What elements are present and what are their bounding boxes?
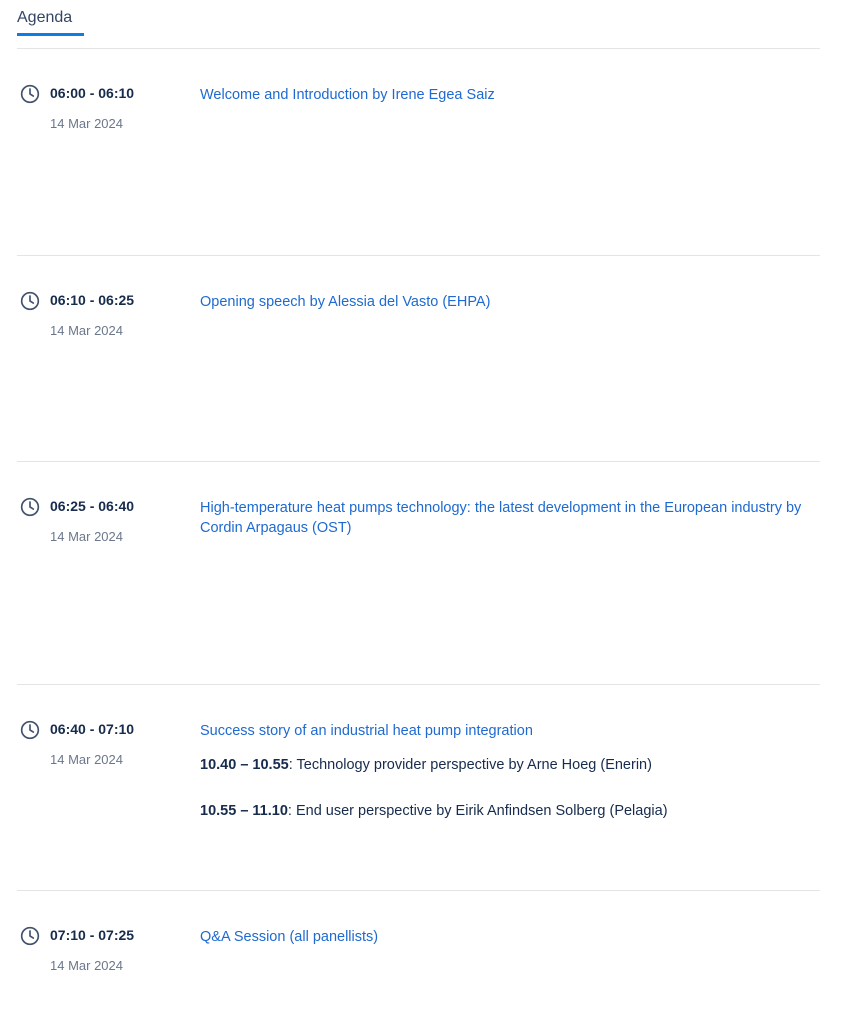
agenda-item-meta: [17, 926, 200, 1027]
agenda-item-body: [200, 497, 820, 684]
agenda-item-time: 06:25 - 06:40: [50, 498, 135, 514]
agenda-item-time: 06:00 - 06:10: [50, 85, 135, 101]
agenda-item: [17, 461, 820, 684]
agenda-item-details: [200, 755, 820, 821]
agenda-item-body: [200, 291, 820, 461]
agenda-item-when: [50, 926, 134, 973]
agenda-item-date: 14 Mar 2024: [50, 958, 123, 973]
agenda-item-when: [50, 291, 134, 338]
agenda-item-time: 06:10 - 06:25: [50, 292, 135, 308]
agenda-item: [17, 48, 820, 255]
agenda-item: [17, 684, 820, 890]
agenda-item-title-link[interactable]: High-temperature heat pumps technology: the latest development in the European industry by Cordin Arpagaus (OST): [200, 500, 802, 536]
tab-agenda[interactable]: [17, 9, 84, 36]
agenda-item-date: 14 Mar 2024: [50, 752, 123, 767]
agenda-item-meta: [17, 291, 200, 461]
agenda-item-meta: [17, 84, 200, 255]
agenda-item-when: [50, 497, 134, 544]
agenda-sub-session-time: 10.40 – 10.55: [200, 757, 289, 773]
clock-icon: [20, 84, 40, 104]
agenda-item-body: [200, 84, 820, 255]
agenda-item-when: [50, 720, 134, 767]
agenda-item-title-link[interactable]: Welcome and Introduction by Irene Egea Saiz: [200, 87, 495, 103]
agenda-item-time: 06:40 - 07:10: [50, 721, 135, 737]
agenda-sub-session: [200, 801, 820, 821]
agenda-sub-session-text: : End user perspective by Eirik Anfindsen Solberg (Pelagia): [287, 803, 668, 819]
agenda-item-meta: [17, 497, 200, 684]
agenda-item-time: 07:10 - 07:25: [50, 927, 135, 943]
agenda-item-title-link[interactable]: Opening speech by Alessia del Vasto (EHPA): [200, 294, 491, 310]
agenda-item-body: [200, 926, 820, 1027]
agenda-item-title-link[interactable]: Q&A Session (all panellists): [200, 929, 379, 945]
agenda-sub-session-time: 10.55 – 11.10: [200, 803, 288, 819]
clock-icon: [20, 497, 40, 517]
agenda-item-date: 14 Mar 2024: [50, 116, 123, 131]
agenda-item-date: 14 Mar 2024: [50, 323, 123, 338]
agenda-sub-session: [200, 755, 820, 775]
agenda-item-body: [200, 720, 820, 890]
tab-bar: [17, 0, 820, 36]
agenda-list: [17, 48, 820, 1027]
clock-icon: [20, 291, 40, 311]
agenda-item-title-link[interactable]: Success story of an industrial heat pump integration: [200, 723, 533, 739]
clock-icon: [20, 926, 40, 946]
agenda-item: [17, 255, 820, 461]
agenda-item-date: 14 Mar 2024: [50, 529, 123, 544]
agenda-item: [17, 890, 820, 1027]
agenda-sub-session-text: : Technology provider perspective by Arne Hoeg (Enerin): [288, 757, 652, 773]
agenda-item-when: [50, 84, 134, 131]
tab-agenda-label: Agenda: [17, 9, 73, 26]
agenda-item-meta: [17, 720, 200, 890]
clock-icon: [20, 720, 40, 740]
